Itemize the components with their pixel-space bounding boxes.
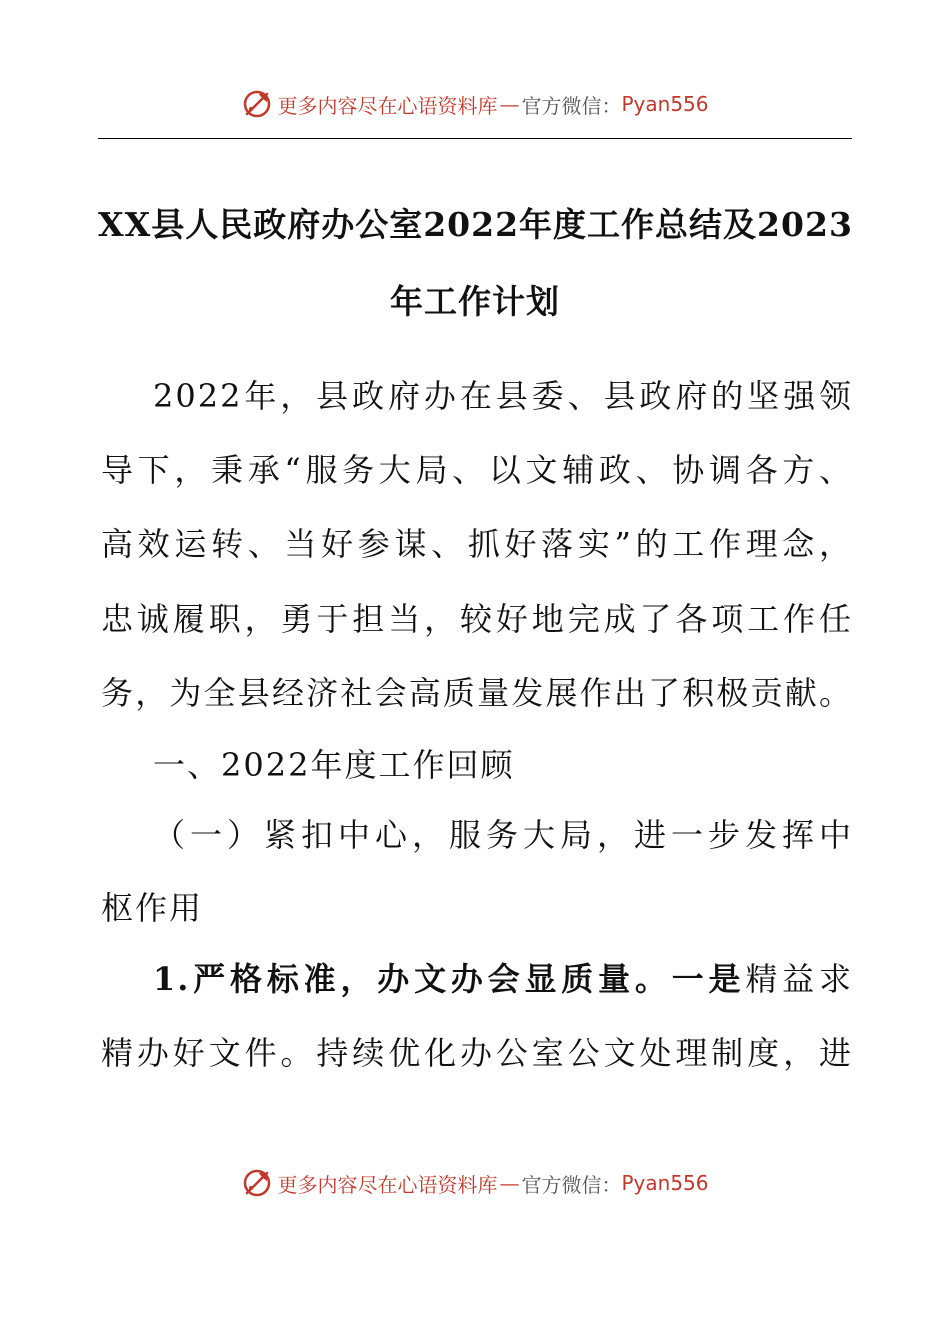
- quill-logo-icon: [241, 1167, 273, 1199]
- item-1-line-2: 精办好文件。持续优化办公室公文处理制度，进: [101, 1034, 853, 1072]
- banner-site-name: 更多内容尽在心语资料库: [277, 93, 498, 118]
- footer-watermark-banner: [0, 1161, 950, 1205]
- banner-site-name: 更多内容尽在心语资料库: [277, 1172, 498, 1197]
- banner-dash: —: [499, 1171, 520, 1195]
- header-watermark-banner: [0, 82, 950, 126]
- subsection-heading-line-2: 枢作用: [101, 889, 204, 927]
- intro-line-2: 导下，秉承“服务大局、以文辅政、协调各方、: [101, 451, 853, 489]
- intro-line-3: 高效运转、当好参谋、抓好落实”的工作理念，: [101, 525, 853, 563]
- banner-dash: —: [499, 92, 520, 116]
- intro-line-1: 2022年，县政府办在县委、县政府的坚强领: [153, 377, 853, 415]
- item-1-line-1: [101, 959, 853, 999]
- item-1-text: 精益求: [745, 960, 853, 998]
- banner-wechat-label: 官方微信：: [521, 1172, 622, 1197]
- item-1-bold-first: 一是: [671, 960, 746, 998]
- subsection-heading-line-1: （一）紧扣中心，服务大局，进一步发挥中: [153, 816, 853, 854]
- document-title-line-2: 年工作计划: [390, 282, 560, 321]
- banner-wechat-label: 官方微信：: [521, 93, 622, 118]
- quill-logo-icon: [241, 88, 273, 120]
- section-heading-1: 一、2022年度工作回顾: [153, 746, 515, 784]
- intro-line-4: 忠诚履职，勇于担当，较好地完成了各项工作任: [101, 600, 853, 638]
- banner-wechat-id: Pyan556: [621, 1171, 709, 1195]
- banner-wechat-id: Pyan556: [621, 92, 709, 116]
- item-1-bold-title: 1.严格标准，办文办会显质量。: [153, 960, 672, 998]
- document-title-line-1: XX县人民政府办公室2022年度工作总结及2023: [98, 205, 853, 244]
- intro-line-5: 务，为全县经济社会高质量发展作出了积极贡献。: [101, 674, 853, 712]
- header-divider: [98, 138, 852, 139]
